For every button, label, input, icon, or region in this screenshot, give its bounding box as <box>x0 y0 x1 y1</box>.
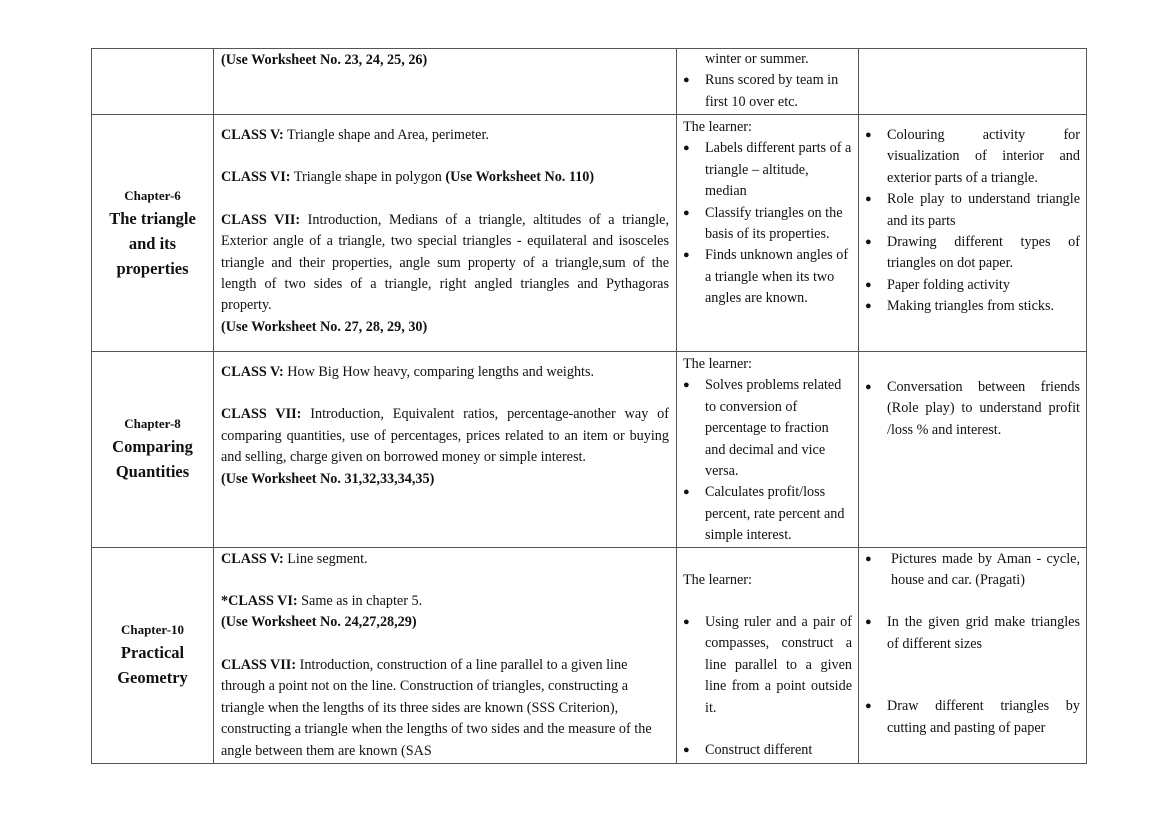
chapter-title: Comparing Quantities <box>112 437 193 482</box>
outcome-list <box>683 70 852 113</box>
chapter-number: Chapter-6 <box>124 187 181 203</box>
activities-cell <box>859 547 1087 763</box>
activity-list <box>865 549 1080 739</box>
class-label: CLASS V: <box>221 550 284 567</box>
list-item: ● Pictures made by Aman - cycle, house and car. (Pragati) <box>865 549 1080 592</box>
list-item: ● Role play to understand triangle and its parts <box>865 189 1080 232</box>
table-row <box>92 352 1087 548</box>
chapter-cell <box>92 547 214 763</box>
outcome-list <box>683 612 852 761</box>
class-label: CLASS VII: <box>221 406 302 423</box>
list-item: ● Runs scored by team in first 10 over etc. <box>683 70 852 113</box>
class-label: CLASS VI: <box>221 169 291 186</box>
class-label: CLASS VII: <box>221 656 297 673</box>
class-topic: Line segment. <box>283 550 368 567</box>
list-item: ● Making triangles from sticks. <box>865 296 1080 317</box>
outcome-list <box>683 138 852 309</box>
class-topic: Introduction, Medians of a triangle, altitudes of a triangle, Exterior angle of a triangle, two special triangles - equilateral and isosceles triangle and their properties, angle sum property of a triangle,sum of the length of two sides of a triangle, right angled triangles and Pythagoras property. <box>221 211 669 314</box>
list-item: ● In the given grid make triangles of different sizes <box>865 612 1080 655</box>
chapter-number: Chapter-8 <box>124 416 181 432</box>
list-item: ● Labels different parts of a triangle – altitude, median <box>683 138 852 202</box>
outcome-intro: The learner: <box>683 356 752 372</box>
activities-cell <box>859 115 1087 352</box>
curriculum-table <box>91 48 1087 764</box>
outcome-intro: The learner: <box>683 571 752 588</box>
list-item: ● Solves problems related to conversion of percentage to fraction and decimal and vice versa. <box>683 375 852 482</box>
list-item: ● Finds unknown angles of a triangle when its two angles are known. <box>683 245 852 309</box>
class-topic: Triangle shape and Area, perimeter. <box>283 127 489 143</box>
list-item: ● Construct different <box>683 740 852 761</box>
class-label: *CLASS VI: <box>221 593 298 610</box>
list-item: ● Classify triangles on the basis of its properties. <box>683 203 852 246</box>
chapter-cell <box>92 115 214 352</box>
worksheet-reference: (Use Worksheet No. 110) <box>445 169 595 186</box>
outcome-intro: The learner: <box>683 119 752 135</box>
class-topic: Introduction, construction of a line parallel to a given line through a point not on the line. Construction of triangles, constructing a triangle when the lengths of its three sides are known (SSS Criterion), constructing a triangle when the lengths of two sides and the measure of the angle between them are known (SAS <box>221 656 652 759</box>
chapter-title: Practical Geometry <box>117 643 188 688</box>
content-cell <box>214 547 677 763</box>
table-row <box>92 115 1087 352</box>
class-label: CLASS V: <box>221 364 284 380</box>
activity-list <box>865 125 1080 318</box>
learning-outcomes-cell <box>677 352 859 548</box>
table-row <box>92 49 1087 115</box>
learning-outcomes-cell <box>677 49 859 115</box>
class-topic: Same as in chapter 5. <box>297 593 423 610</box>
list-item: ● Conversation between friends (Role play) to understand profit /loss % and interest. <box>865 377 1080 441</box>
chapter-number: Chapter-10 <box>120 622 185 638</box>
list-item: ● Drawing different types of triangles on dot paper. <box>865 232 1080 275</box>
worksheet-reference: (Use Worksheet No. 31,32,33,34,35) <box>221 470 435 487</box>
outcome-continuation: winter or summer. <box>705 51 809 67</box>
table-row <box>92 547 1087 763</box>
list-item: ● Using ruler and a pair of compasses, construct a line parallel to a given line from a point outside it. <box>683 612 852 719</box>
list-item: ● Draw different triangles by cutting and pasting of paper <box>865 696 1080 739</box>
content-cell <box>214 352 677 548</box>
class-topic: Introduction, Equivalent ratios, percentage-another way of comparing quantities, use of percentages, prices related to an item or buying and selling, charge given on borrowed money or simple interest. <box>221 406 669 466</box>
list-item: ● Paper folding activity <box>865 275 1080 296</box>
worksheet-reference: (Use Worksheet No. 24,27,28,29) <box>221 614 417 631</box>
list-item: ● Calculates profit/loss percent, rate percent and simple interest. <box>683 482 852 546</box>
chapter-cell <box>92 352 214 548</box>
class-topic: How Big How heavy, comparing lengths and weights. <box>283 364 595 380</box>
chapter-cell <box>92 49 214 115</box>
chapter-title: The triangle and its properties <box>109 208 196 278</box>
learning-outcomes-cell <box>677 115 859 352</box>
outcome-list <box>683 375 852 546</box>
activities-cell <box>859 49 1087 115</box>
class-topic: Triangle shape in polygon <box>290 169 446 186</box>
activities-cell <box>859 352 1087 548</box>
activity-list <box>865 377 1080 441</box>
learning-outcomes-cell <box>677 547 859 763</box>
class-label: CLASS V: <box>221 127 284 143</box>
content-cell <box>214 49 677 115</box>
worksheet-reference: (Use Worksheet No. 23, 24, 25, 26) <box>221 52 428 68</box>
content-cell <box>214 115 677 352</box>
worksheet-reference: (Use Worksheet No. 27, 28, 29, 30) <box>221 318 428 335</box>
class-label: CLASS VII: <box>221 211 301 228</box>
list-item: ● Colouring activity for visualization of interior and exterior parts of a triangle. <box>865 125 1080 189</box>
